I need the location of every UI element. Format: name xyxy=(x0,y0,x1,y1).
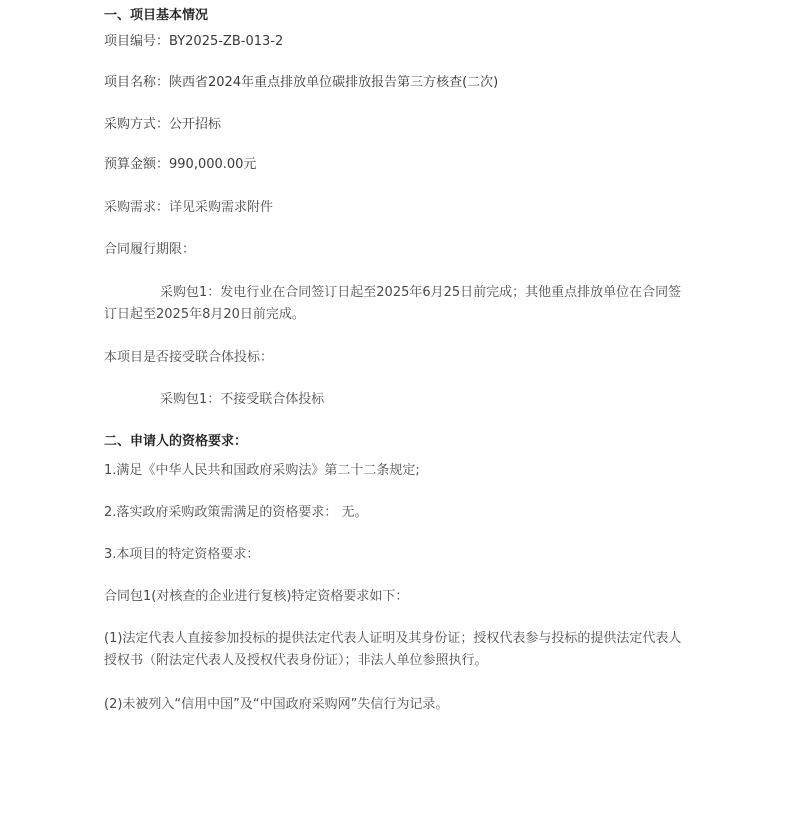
requirement-1: (1)法定代表人直接参加投标的提供法定代表人证明及其身份证；授权代表参与投标的提供法定代表人授权书（附法定代表人及授权代表身份证）；非法人单位参照执行。 xyxy=(104,631,682,668)
contract-period-label: 合同履行期限： xyxy=(104,242,196,257)
consortium-package-1: 采购包1：不接受联合体投标 xyxy=(160,392,325,407)
procurement-method: 采购方式：公开招标 xyxy=(104,117,222,132)
package-requirements-label: 合同包1(对核查的企业进行复核)特定资格要求如下： xyxy=(104,589,409,604)
project-name: 项目名称：陕西省2024年重点排放单位碳排放报告第三方核查(二次) xyxy=(104,75,499,90)
budget-amount: 预算金额：990,000.00元 xyxy=(104,157,257,172)
qualification-item-3: 3.本项目的特定资格要求： xyxy=(104,547,260,562)
section-1-heading: 一、项目基本情况 xyxy=(104,8,209,23)
qualification-item-1: 1.满足《中华人民共和国政府采购法》第二十二条规定; xyxy=(104,463,420,478)
project-number: 项目编号：BY2025-ZB-013-2 xyxy=(104,34,284,49)
contract-period-package-1: 采购包1：发电行业在合同签订日起至2025年6月25日前完成；其他重点排放单位在合同签订日起至2025年8月20日前完成。 xyxy=(104,285,682,322)
qualification-item-2: 2.落实政府采购政策需满足的资格要求： 无。 xyxy=(104,505,368,520)
procurement-requirements: 采购需求：详见采购需求附件 xyxy=(104,200,274,215)
section-2-heading: 二、申请人的资格要求： xyxy=(104,434,248,449)
requirement-2: (2)未被列入“信用中国”及“中国政府采购网”失信行为记录。 xyxy=(104,697,449,712)
consortium-label: 本项目是否接受联合体投标： xyxy=(104,350,274,365)
